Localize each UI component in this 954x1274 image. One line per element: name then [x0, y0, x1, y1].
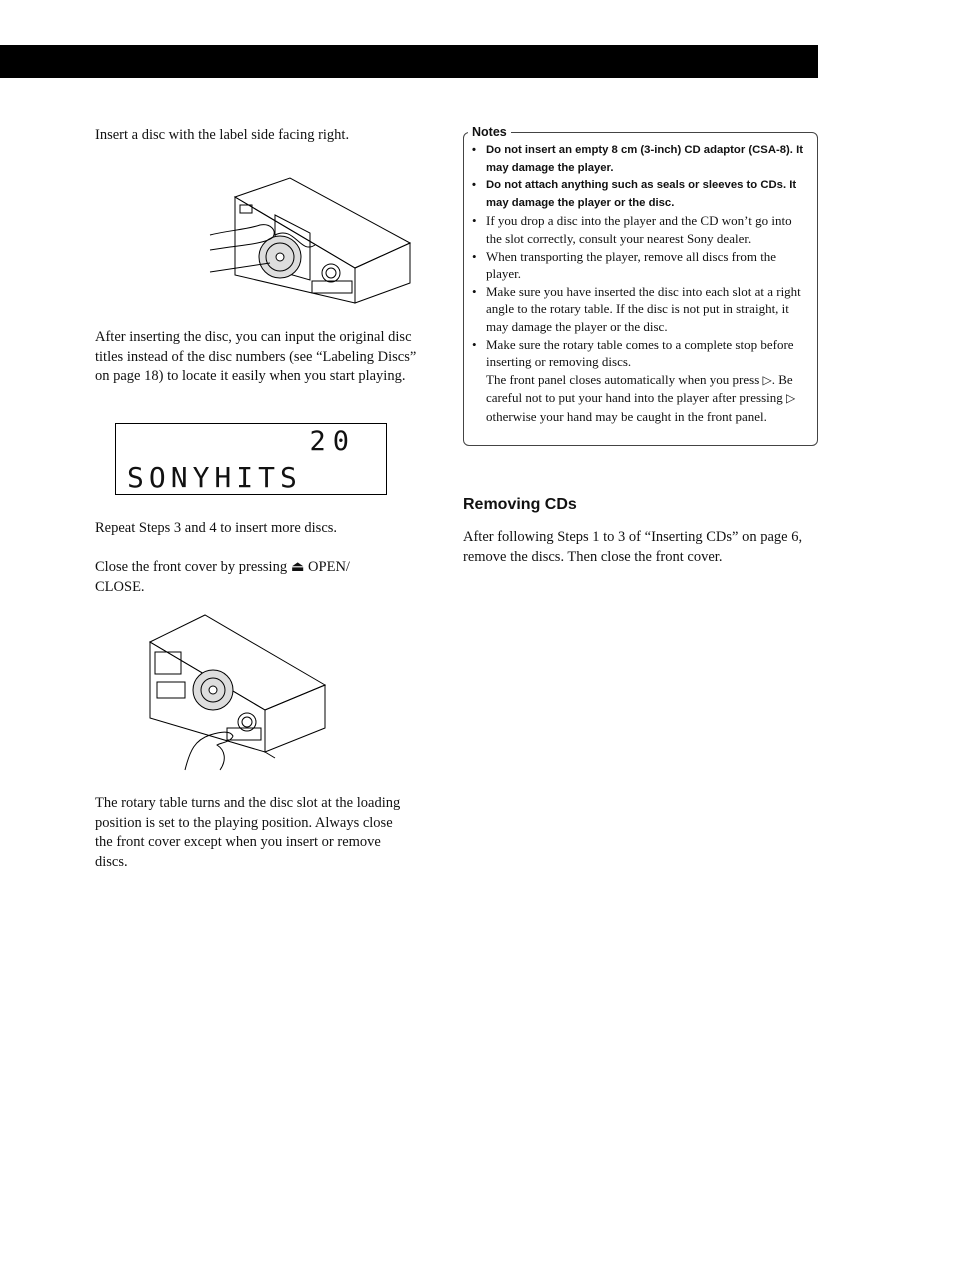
notes-box — [463, 132, 818, 446]
front-panel-note: The front panel closes automatically when you press ▷. Be careful not to put your hand into the player after pressing ▷ otherwise your hand may be caught in the front panel. — [486, 371, 796, 424]
header-bar — [0, 45, 818, 78]
insert-disc-illustration — [205, 175, 425, 305]
insert-instruction: Insert a disc with the label side facing right. — [95, 127, 350, 143]
list-item: • When transporting the player, remove all discs from the player. — [472, 248, 808, 283]
rotary-text: The rotary table turns and the disc slot at the loading position is set to the playing position. Always close the front cover except when you insert or remove discs. — [95, 795, 401, 870]
removing-heading: Removing CDs — [463, 496, 577, 513]
list-item: • Make sure the rotary table comes to a complete stop before inserting or removing discs. — [472, 336, 808, 371]
after-inserting-text: After inserting the disc, you can input the original disc titles instead of the disc numbers (see “Labeling Discs” on page 18) to locate it easily when you start playing. — [95, 329, 417, 384]
list-item: • If you drop a disc into the player and the CD won’t go into the slot correctly, consult your nearest Sony dealer. — [472, 212, 808, 247]
eject-icon: ⏏ — [290, 559, 305, 575]
notes-label: Notes — [468, 125, 511, 139]
list-item: • Do not attach anything such as seals or sleeves to CDs. It may damage the player or the disc. — [472, 177, 808, 212]
play-icon: ▷ — [762, 372, 772, 387]
disc-title-display: SONYHITS — [127, 461, 302, 494]
removing-text: After following Steps 1 to 3 of “Inserting CDs” on page 6, remove the discs. Then close the front cover. — [463, 529, 803, 565]
close-cover-illustration — [145, 610, 345, 775]
close-cover-text: Close the front cover by pressing ⏏ OPEN/ CLOSE. — [95, 559, 350, 595]
notes-list — [472, 142, 808, 426]
repeat-steps-text: Repeat Steps 3 and 4 to insert more discs. — [95, 520, 338, 536]
disc-number-display: 20 — [309, 426, 356, 457]
play-icon: ▷ — [786, 391, 796, 406]
list-item: • Make sure you have inserted the disc into each slot at a right angle to the rotary table. If the disc is not put in straight, it may damage the player or the disc. — [472, 283, 808, 336]
list-item: • Do not insert an empty 8 cm (3-inch) CD adaptor (CSA-8). It may damage the player. — [472, 142, 808, 177]
display-panel — [115, 423, 387, 495]
